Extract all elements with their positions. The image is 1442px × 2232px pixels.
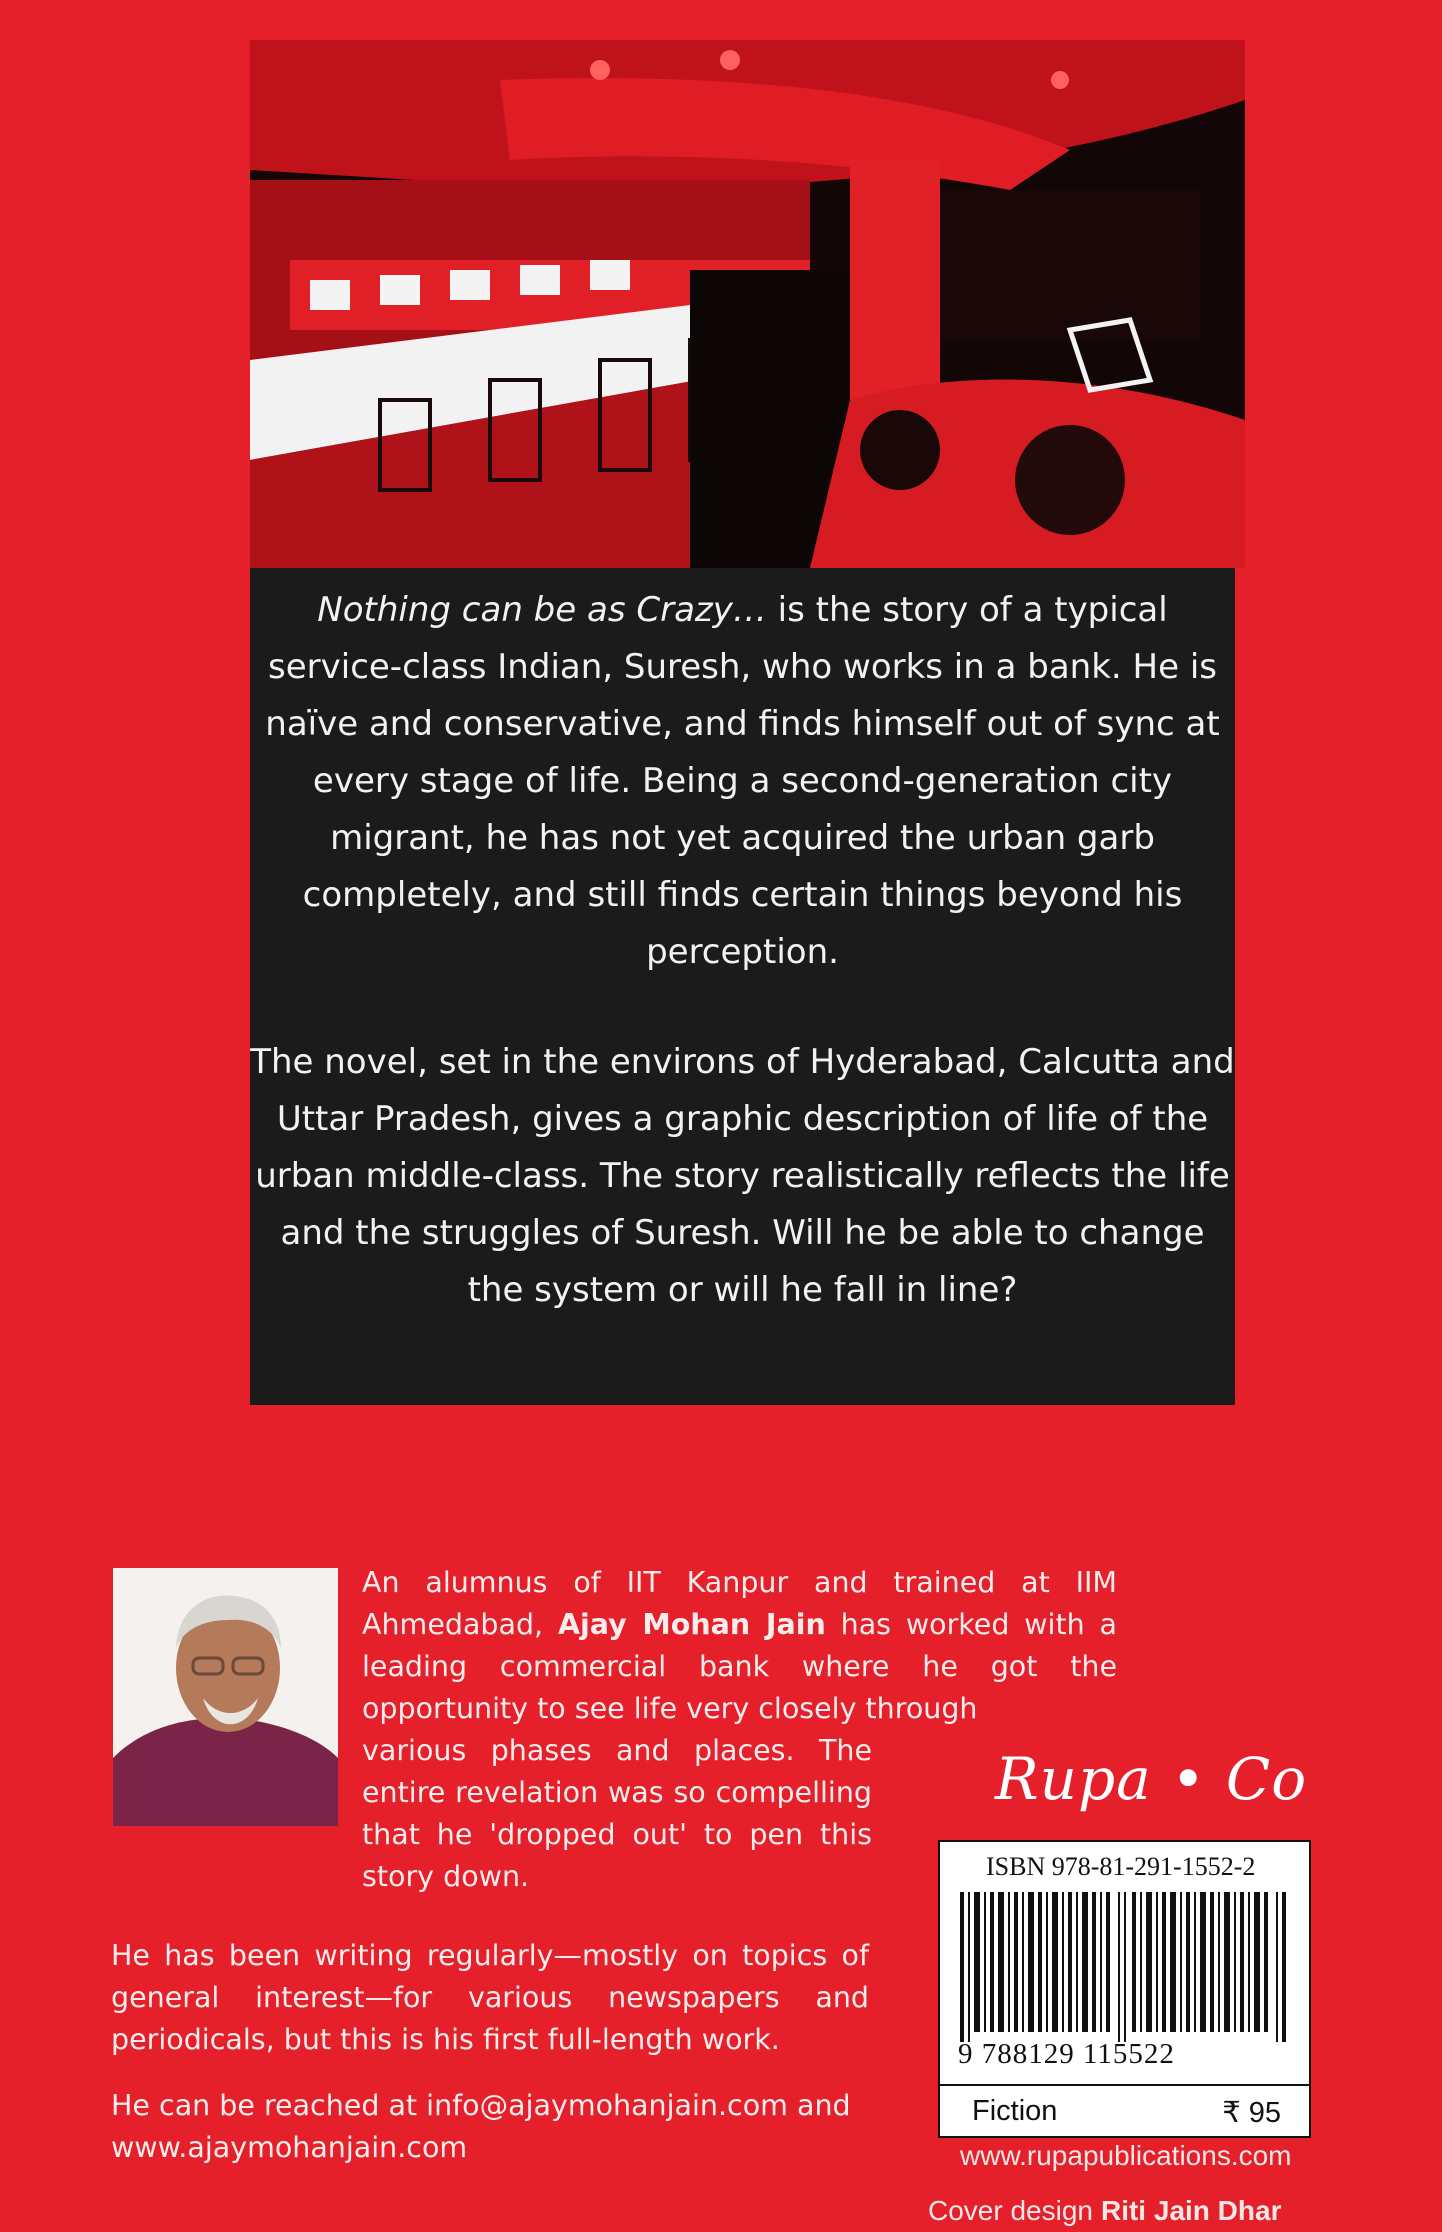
blurb-paragraph-1 [250,582,1235,981]
author-name: Ajay Mohan Jain [557,1608,826,1641]
barcode-icon [960,1892,1293,2042]
author-bio-paragraph-2: He has been writing regularly—mostly on topics of general interest—for various newspapers and periodicals, but this is his first full-length work. [111,1939,869,2056]
barcode-digits: 9 788129 115522 [958,2038,1175,2070]
cover-design-credit [928,2195,1281,2227]
price-label: ₹ 95 [1222,2097,1281,2129]
cover-photo-bank-interior [250,40,1245,568]
author-bio-conclusion: various phases and places. The entire revelation was so compelling that he 'dropped out' to pen this story down. [362,1734,872,1893]
publisher-logo: Rupa • Co [995,1745,1308,1813]
author-bio-intro: An alumnus of IIT Kanpur and trained at IIM Ahmedabad, [362,1566,1117,1641]
blurb-paragraph-1-text: is the story of a typical service-class Indian, Suresh, who works in a bank. He is naïve and conservative, and finds himself out of sync at every stage of life. Being a second-generation city migrant, he has not yet acquired the urban garb completely, and still finds certain things beyond his perception. [265,590,1220,972]
book-title-italic: Nothing can be as Crazy… [317,590,767,630]
isbn-label: ISBN 978-81-291-1552-2 [986,1852,1256,1881]
blurb-panel [250,568,1235,1405]
isbn-barcode-box [938,1840,1311,2086]
publisher-website: www.rupapublications.com [960,2140,1292,2171]
genre-price-box [938,2084,1311,2138]
blurb-paragraph-2: The novel, set in the environs of Hyderabad, Calcutta and Uttar Pradesh, gives a graphic description of life of the urban middle-class. The story realistically reflects the life and the struggles of Suresh. Will he be able to change the system or will he fall in line? [250,1042,1235,1310]
author-photo [113,1568,338,1826]
author-contact: He can be reached at info@ajaymohanjain.com and www.ajaymohanjain.com [111,2089,851,2164]
genre-label: Fiction [972,2095,1058,2127]
cover-credit-label: Cover design [928,2195,1093,2226]
cover-credit-name: Riti Jain Dhar [1100,2195,1282,2226]
author-bio-career: has worked with a leading commercial bank where he got the opportunity to see life very closely through [362,1608,1118,1725]
